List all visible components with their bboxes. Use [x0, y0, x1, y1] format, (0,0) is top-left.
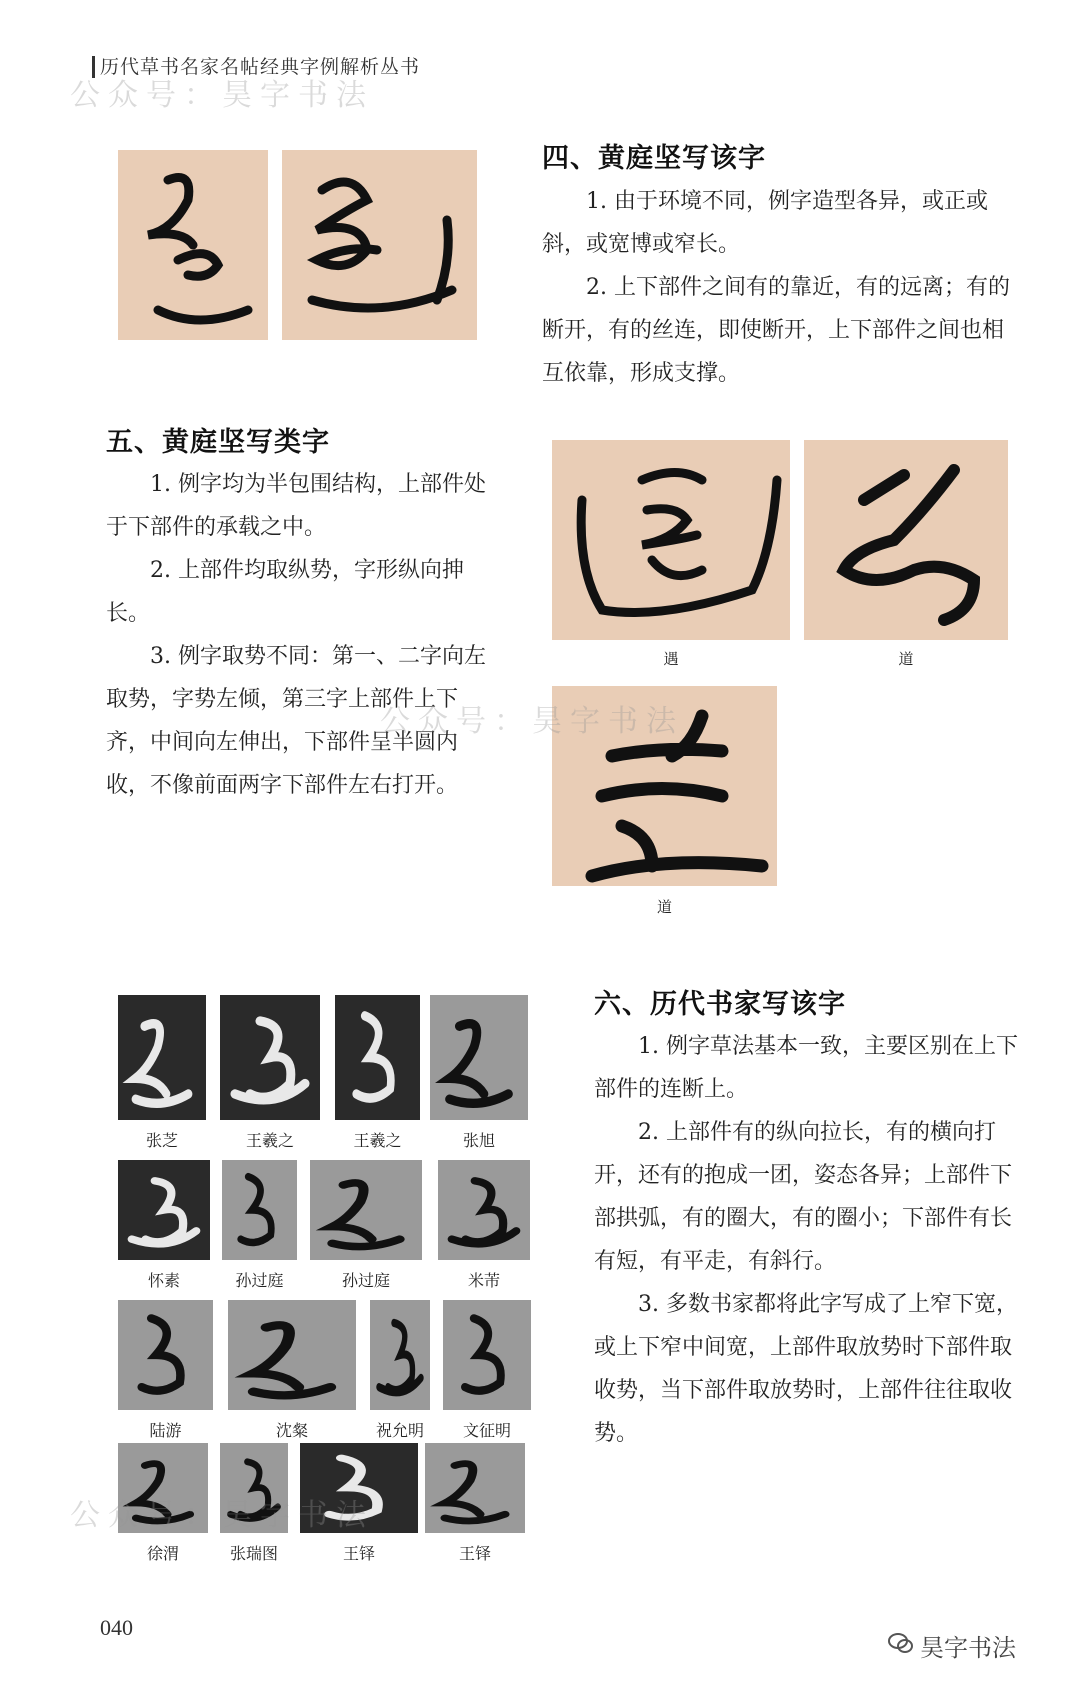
calligraphy-sample-11 [370, 1300, 430, 1410]
calligraphy-sample-1 [118, 995, 206, 1120]
caption-yu: 遇 [663, 650, 679, 668]
series-title: 历代草书名家名帖经典字例解析丛书 [100, 56, 421, 78]
watermark-2: 公众号：昊字书法 [380, 704, 684, 739]
section5-paragraph-2: 2. 上部件均取纵势，字形纵向抻长。 [106, 558, 464, 626]
calligrapher-name: 孙过庭 [341, 1271, 390, 1290]
example-char-2 [282, 150, 477, 340]
calligrapher-name: 祝允明 [375, 1421, 424, 1440]
similar-char-yu [552, 440, 790, 640]
section6-paragraph-2: 2. 上部件有的纵向拉长，有的横向打开，还有的抱成一团，姿态各异；上部件下部拱弧，有的圈大，有的圈小；下部件有长有短，有平走，有斜行。 [594, 1120, 1013, 1274]
similar-char-dao-1 [804, 440, 1008, 640]
calligraphy-sample-4 [430, 995, 528, 1120]
calligrapher-name: 张芝 [145, 1131, 178, 1150]
calligrapher-name: 沈粲 [275, 1421, 308, 1440]
caption-dao-1: 道 [898, 650, 914, 668]
calligrapher-name: 王铎 [342, 1544, 375, 1563]
calligrapher-name: 文征明 [462, 1421, 511, 1440]
wechat-icon [888, 1632, 914, 1654]
calligrapher-name: 怀素 [147, 1271, 180, 1290]
calligraphy-sample-9 [118, 1300, 213, 1410]
section6-paragraph-3: 3. 多数书家都将此字写成了上窄下宽，或上下窄中间宽，上部件取放势时下部件取收势，当下部件取放势时，上部件往往取收势。 [594, 1292, 1018, 1446]
section4-title: 四、黄庭坚写该字 [542, 143, 766, 174]
section4-paragraph-1: 1. 由于环境不同，例字造型各异，或正或斜，或宽博或窄长。 [542, 189, 988, 257]
calligrapher-name: 陆游 [149, 1421, 182, 1440]
section5-title: 五、黄庭坚写类字 [106, 427, 330, 458]
calligraphy-sample-2 [220, 995, 320, 1120]
calligrapher-name: 米芾 [467, 1271, 500, 1290]
section5-paragraph-1: 1. 例字均为半包围结构，上部件处于下部件的承载之中。 [106, 472, 486, 540]
section5-paragraph-3: 3. 例字取势不同：第一、二字向左取势，字势左倾，第三字上部件上下齐，中间向左伸出，下部件呈半圆内收，不像前面两字下部件左右打开。 [106, 644, 486, 798]
example-char-1 [118, 150, 268, 340]
calligrapher-name: 王铎 [458, 1544, 491, 1563]
calligrapher-name: 孙过庭 [235, 1271, 284, 1290]
section6-title: 六、历代书家写该字 [594, 989, 846, 1020]
calligrapher-name: 徐渭 [146, 1544, 179, 1563]
watermark-3: 公众号：昊字书法 [70, 1498, 374, 1533]
calligraphy-sample-12 [443, 1300, 531, 1410]
calligraphy-sample-6 [222, 1160, 297, 1260]
calligraphy-sample-10 [228, 1300, 356, 1410]
calligrapher-name: 张旭 [462, 1131, 495, 1150]
watermark: 公众号：昊字书法 [70, 78, 374, 113]
calligrapher-name: 王羲之 [245, 1131, 294, 1150]
calligrapher-name: 王羲之 [353, 1131, 402, 1150]
section6-paragraph-1: 1. 例字草法基本一致，主要区别在上下部件的连断上。 [594, 1034, 1018, 1102]
calligraphy-sample-7 [310, 1160, 422, 1260]
brand-name: 昊字书法 [920, 1634, 1016, 1662]
calligraphy-sample-5 [118, 1160, 210, 1260]
calligrapher-name: 张瑞图 [229, 1544, 278, 1563]
caption-dao-2: 道 [656, 898, 672, 916]
section4-paragraph-2: 2. 上下部件之间有的靠近，有的远离；有的断开，有的丝连，即使断开，上下部件之间也相互依靠，形成支撑。 [542, 275, 1010, 386]
calligraphy-sample-8 [438, 1160, 530, 1260]
page-number: 040 [100, 1615, 133, 1640]
calligraphy-sample-3 [335, 995, 420, 1120]
calligraphy-sample-16 [425, 1443, 525, 1533]
